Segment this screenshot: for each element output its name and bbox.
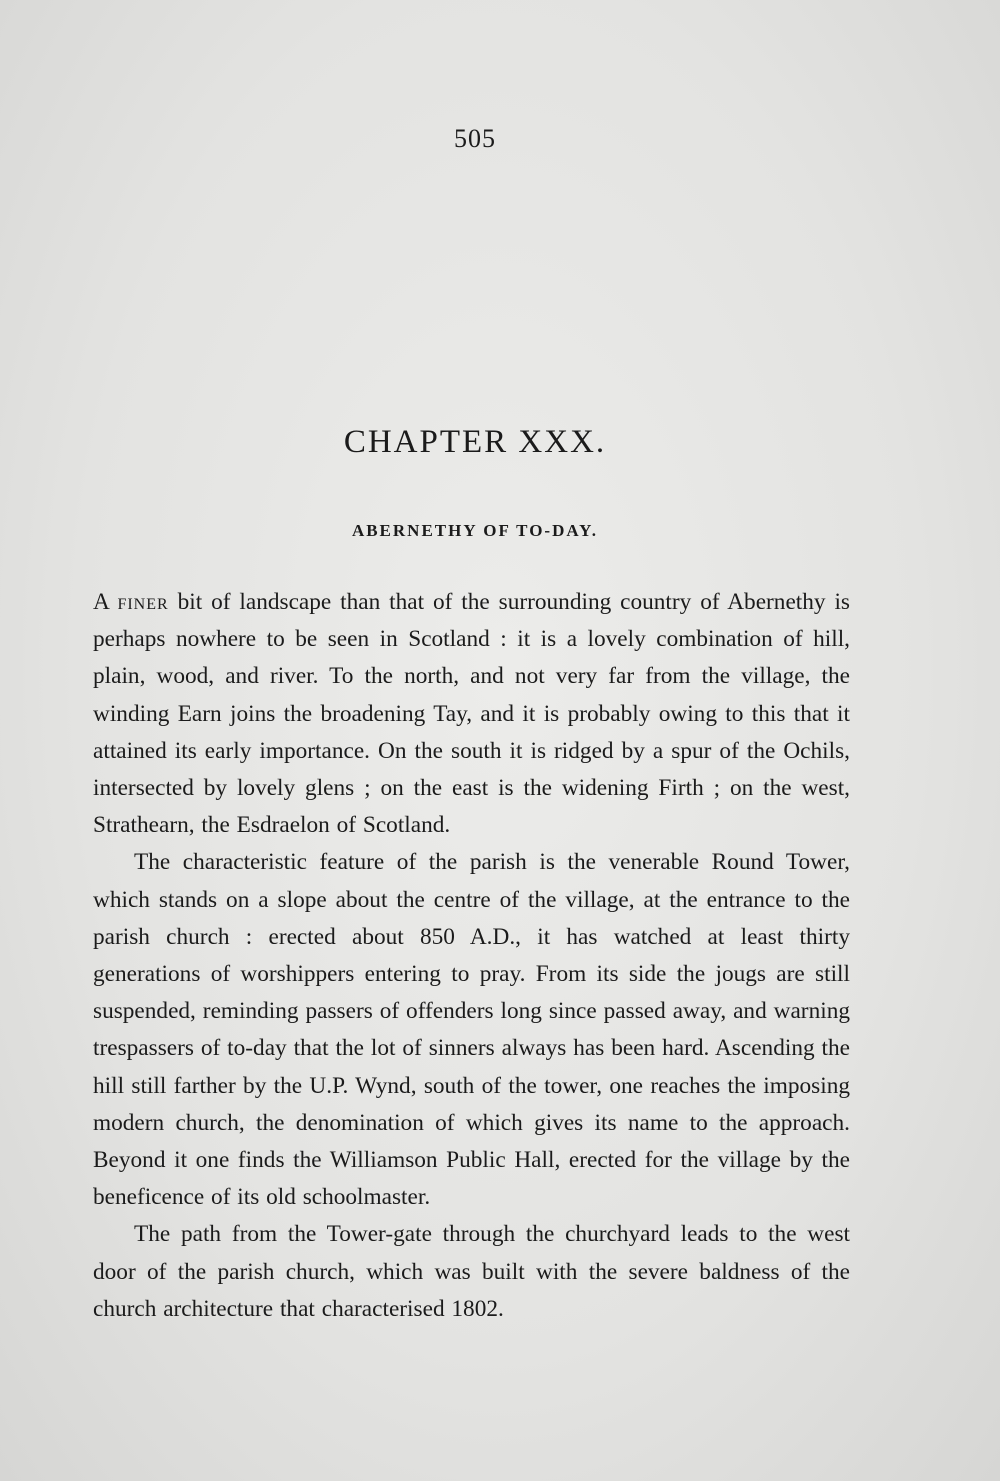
- paragraph-2: The characteristic feature of the parish is the venerable Round Tower, which stands on a slope about the centre of the village, at the entrance to the parish church : erected about 850 A.D., it has watched at least thirty generations of worshippers entering to pray. From its side the jougs are still suspended, reminding passers of offenders long since passed away, and warning trespassers of to-day that the lot of sinners always has been hard. Ascending the hill still farther by the U.P. Wynd, south of the tower, one reaches the imposing modern church, the denomination of which gives its name to the approach. Beyond it one finds the Williamson Public Hall, erected for the village by the beneficence of its old schoolmaster.: [93, 849, 850, 1211]
- paragraph-3: The path from the Tower-gate through the churchyard leads to the west door of the parish church, which was built with the severe baldness of the church architecture that characterised 1802.: [93, 1221, 850, 1322]
- chapter-title: CHAPTER XXX.: [343, 424, 607, 460]
- paragraph-1-lead-smallcaps: finer: [117, 589, 169, 615]
- page-number: 505: [454, 124, 496, 153]
- paragraph-1-lead: A: [93, 589, 109, 615]
- chapter-body: [93, 584, 850, 1328]
- paragraph-1: [93, 584, 850, 844]
- chapter-subtitle: ABERNETHY OF TO-DAY.: [351, 521, 599, 540]
- paragraph-1-text: bit of landscape than that of the surrounding country of Abernethy is perhaps nowhere to be seen in Scotland : it is a lovely combination of hill, plain, wood, and river. To the north, and not very far from the village, the winding Earn joins the broadening Tay, and it is probably owing to this that it attained its early importance. On the south it is ridged by a spur of the Ochils, intersected by lovely glens ; on the east is the widening Firth ; on the west, Strathearn, the Esdraelon of Scotland.: [93, 589, 850, 839]
